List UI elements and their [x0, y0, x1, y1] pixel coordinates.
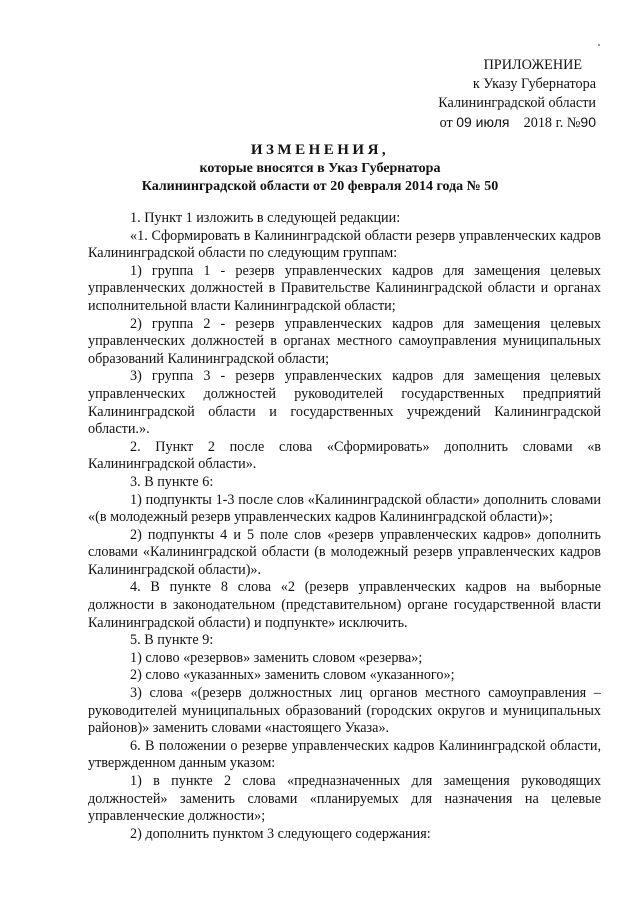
- paragraph: 1) группа 1 - резерв управленческих кадров для замещения целевых управленческих должностей в Правительстве Калининградской области и органах исполнительной власти Калининградской области;: [88, 262, 601, 314]
- title-subtitle-1: которые вносятся в Указ Губернатора: [199, 161, 441, 176]
- appendix-line-1: к Указу Губернатора: [472, 76, 596, 92]
- paragraph: 4. В пункте 8 слова «2 (резерв управленческих кадров на выборные должности в законодательном (представительном) органе государственной власти Калининградской области) и подпункте» исключить.: [88, 579, 601, 631]
- paragraph: 5. В пункте 9:: [130, 632, 214, 649]
- paragraph: 1) подпункты 1-3 после слов «Калининградской области» дополнить словами «(в молодежный резерв управленческих кадров Калининградской области)»;: [88, 491, 601, 526]
- paragraph: 2) подпункты 4 и 5 поле слов «резерв управленческих кадров» дополнить словами «Калининградской области (в молодежный резерв управленческих кадров Калининградской области)».: [88, 526, 601, 578]
- paragraph: «1. Сформировать в Калининградской области резерв управленческих кадров Калининградской области по следующим группам:: [88, 227, 601, 262]
- paragraph: 1. Пункт 1 изложить в следующей редакции:: [130, 210, 401, 226]
- paragraph: 2) дополнить пунктом 3 следующего содержания:: [130, 825, 431, 842]
- date-prefix: от: [439, 115, 453, 131]
- date-year-no: 2018 г. №: [523, 115, 581, 131]
- appendix-dateline: [396, 113, 596, 133]
- title-subtitle-2: Калининградской области от 20 февраля 2014 года № 50: [141, 179, 499, 194]
- title-heading: ИЗМЕНЕНИЯ,: [250, 142, 390, 158]
- document-title: [0, 140, 640, 196]
- appendix-line-2: Калининградской области: [438, 95, 596, 111]
- paragraph: 3) слова «(резерв должностных лиц органов местного самоуправления – руководителей муниципальных образований (городских округов и муниципальных районов)» заменить словами «настоящего Указа».: [88, 685, 601, 737]
- appendix-block: [396, 56, 596, 133]
- paragraph: 6. В положении о резерве управленческих кадров Калининградской области, утвержденном данным указом:: [88, 737, 601, 772]
- paragraph: 3. В пункте 6:: [130, 473, 214, 490]
- date-number: 90: [580, 114, 596, 130]
- paragraph: 1) в пункте 2 слова «предназначенных для замещения руководящих должностей» заменить словами «планируемых для назначения на целевые управленческие должности»;: [88, 773, 601, 825]
- scan-speck: [598, 44, 600, 46]
- paragraph: 2) слово «указанных» заменить словом «указанного»;: [130, 667, 455, 684]
- document-body: [88, 210, 601, 843]
- paragraph: 2. Пункт 2 после слова «Сформировать» дополнить словами «в Калининградской области».: [88, 438, 601, 473]
- appendix-label: ПРИЛОЖЕНИЕ: [483, 57, 582, 73]
- paragraph: 3) группа 3 - резерв управленческих кадров для замещения целевых управленческих должностей руководителей государственных предприятий Калининградской области и государственных учреждений Калининградской области.».: [88, 368, 601, 438]
- paragraph: 2) группа 2 - резерв управленческих кадров для замещения целевых управленческих должностей в органах местного самоуправления муниципальных образований Калининградской области;: [88, 315, 601, 367]
- date-day-month: 09 июля: [456, 114, 510, 130]
- paragraph: 1) слово «резервов» заменить словом «резерва»;: [130, 649, 423, 666]
